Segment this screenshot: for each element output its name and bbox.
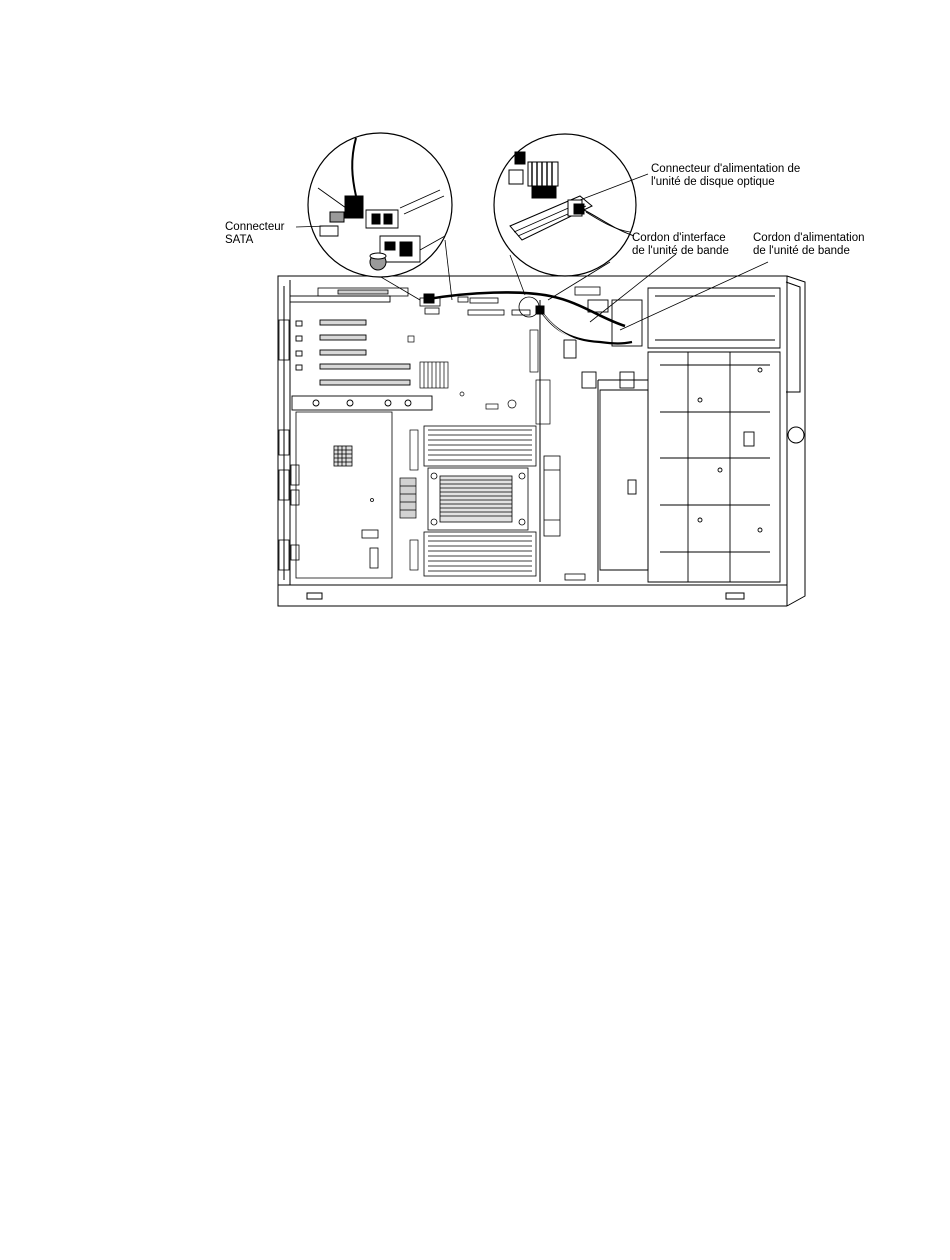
callout-tape-power-line1: Cordon d'alimentation (753, 232, 865, 244)
callout-tape-interface-line1: Cordon d'interface (632, 232, 726, 244)
pci-slots (290, 296, 432, 410)
callout-optical-power-connector (651, 163, 800, 189)
tape-drive-cables (424, 292, 632, 346)
chassis-outline (278, 276, 805, 606)
top-edge-components (318, 287, 600, 315)
fan-connector-block (544, 456, 585, 580)
callout-sata-connector (225, 221, 284, 247)
callout-tape-interface-line2: de l'unité de bande (632, 245, 729, 257)
vrm-banks (400, 430, 418, 570)
callout-tape-power-line2: de l'unité de bande (753, 245, 850, 257)
callout-sata-line2: SATA (225, 234, 254, 246)
cpu-heatsink (428, 468, 528, 530)
zoom-circle-optical (494, 134, 636, 276)
callout-tape-interface-cable (632, 232, 729, 258)
dimm-bank-upper (424, 426, 536, 466)
callout-optical-power-line2: l'unité de disque optique (651, 176, 775, 188)
dimm-bank-lower (424, 532, 536, 576)
callout-optical-power-line1: Connecteur d'alimentation de (651, 163, 801, 175)
drive-bays (564, 288, 780, 582)
callout-tape-power-cable (753, 232, 865, 258)
zoom-circle-sata (308, 133, 452, 277)
callout-sata-line1: Connecteur (225, 221, 285, 233)
power-supply-bay (296, 412, 392, 578)
